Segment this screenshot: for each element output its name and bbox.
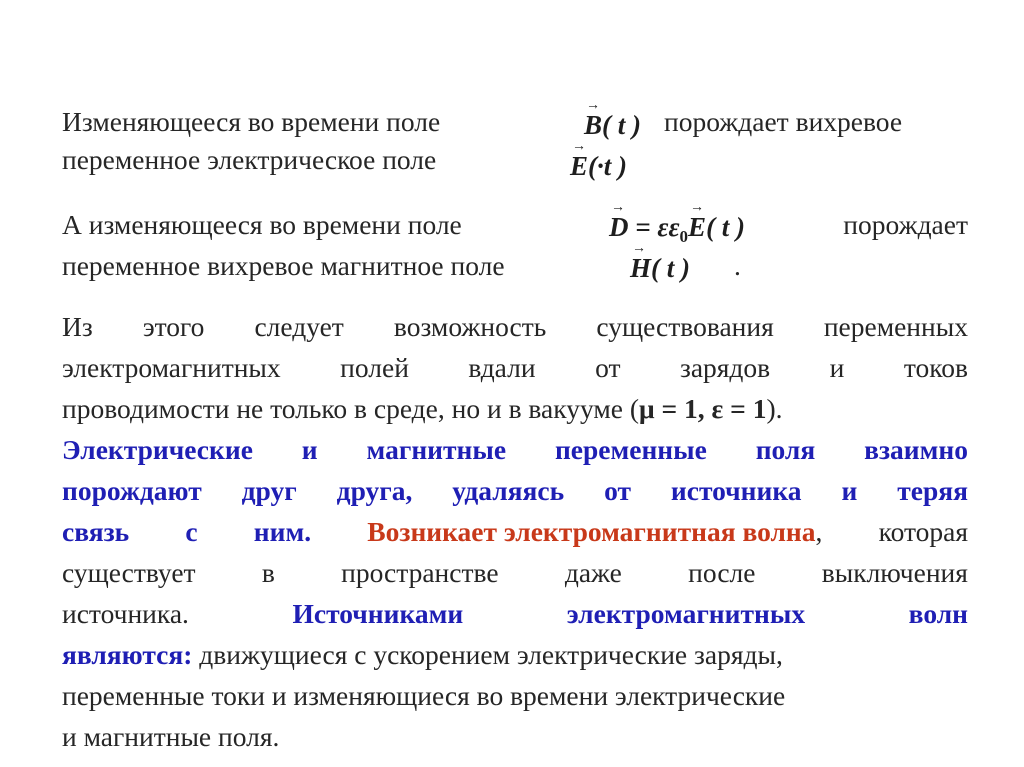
vector-D: → D: [609, 200, 629, 242]
word: зарядов: [679, 352, 771, 383]
p3-line10-text: переменные токи и изменяющиеся во времени электрические: [62, 680, 786, 711]
p3-line1: [62, 309, 968, 345]
p1-line1-tail: [664, 104, 968, 140]
word: существования: [596, 311, 774, 342]
word: Электрические: [62, 434, 253, 465]
p3-line10: [62, 678, 968, 714]
word: с: [185, 516, 198, 547]
word: после: [688, 557, 756, 588]
p3-line11: [62, 719, 968, 755]
word: ним.: [253, 516, 312, 547]
word: друг: [241, 475, 297, 506]
formula-E-t: [570, 139, 627, 181]
word: в: [261, 557, 275, 588]
word: пространстве: [341, 557, 499, 588]
p2-period: .: [734, 250, 741, 281]
formula-D: [609, 200, 746, 246]
p3-line2: [62, 350, 968, 386]
p1-text-after: порождает вихревое: [664, 106, 903, 137]
word: магнитные: [366, 434, 507, 465]
p3-line3-text: проводимости не только в среде, но и в вакууме (: [62, 393, 640, 424]
p3-line7: [62, 555, 968, 591]
word: теряя: [897, 475, 968, 506]
p3-line9-text: движущиеся с ускорением электрические заряды,: [192, 639, 783, 670]
formula-E-arg: (·t ): [588, 151, 627, 181]
p2-text-after: порождает: [843, 209, 968, 240]
formula-H-arg: ( t ): [651, 253, 690, 283]
p3-line8: [62, 596, 968, 632]
vector-H: → H: [630, 241, 652, 283]
word: друга,: [336, 475, 413, 506]
word: удаляясь: [452, 475, 565, 506]
red-phrase-wrap: [367, 514, 822, 550]
word: возможность: [393, 311, 547, 342]
p2-line2: [62, 241, 968, 284]
word: от: [595, 352, 621, 383]
vector-E: → E: [570, 139, 589, 181]
formula-E2-arg: ( t ): [706, 212, 746, 242]
word: от: [604, 475, 631, 506]
p2-line2-end: [734, 248, 774, 284]
p3-line5: [62, 473, 968, 509]
word: и: [829, 352, 845, 383]
word: порождают: [62, 475, 202, 506]
word: полей: [340, 352, 409, 383]
word: вдали: [468, 352, 536, 383]
p1-line2: [62, 139, 968, 181]
vector-E2: → E: [688, 200, 707, 242]
word: электромагнитных: [62, 352, 281, 383]
word: которая: [878, 516, 968, 547]
p3-line9: [62, 637, 968, 673]
p3-line3: [62, 391, 968, 427]
emphasis-em-wave: Возникает электромагнитная волна: [367, 516, 816, 547]
word: даже: [564, 557, 622, 588]
p3-line3-end: ).: [766, 393, 783, 424]
formula-sub0: 0: [679, 227, 689, 246]
word: волн: [908, 598, 968, 629]
word: следует: [254, 311, 344, 342]
word: и: [841, 475, 858, 506]
word: взаимно: [864, 434, 968, 465]
word: Из: [62, 311, 93, 342]
p3-line11-text: и магнитные поля.: [62, 721, 280, 752]
word: этого: [142, 311, 205, 342]
word: и: [301, 434, 318, 465]
word: источника.: [62, 598, 189, 629]
formula-B-t: [584, 98, 641, 140]
formula-B-arg: ( t ): [602, 110, 641, 140]
word: переменные: [554, 434, 707, 465]
p1-line2-text: переменное электрическое поле: [62, 144, 437, 175]
p2-line1-tail: [812, 207, 968, 243]
vector-B: → B: [584, 98, 603, 140]
word: выключения: [821, 557, 968, 588]
p2-line2-text: переменное вихревое магнитное поле: [62, 250, 505, 281]
formula-eq: = εε: [628, 212, 680, 242]
word: переменных: [823, 311, 968, 342]
word: существует: [62, 557, 196, 588]
comma: ,: [815, 516, 823, 547]
word: источника: [670, 475, 802, 506]
p3-line4: [62, 432, 968, 468]
word: поля: [755, 434, 816, 465]
p3-line6: [62, 514, 968, 550]
word: связь: [62, 516, 130, 547]
word: Источниками: [292, 598, 464, 629]
p2-text-before: А изменяющееся во времени поле: [62, 209, 462, 240]
formula-H-t: [630, 241, 690, 283]
p1-text-before: Изменяющееся во времени поле: [62, 106, 441, 137]
word: токов: [903, 352, 968, 383]
emphasis-sources: являются:: [62, 639, 193, 670]
word: электромагнитных: [566, 598, 806, 629]
formula-mu-eps: μ = 1, ε = 1: [639, 393, 767, 424]
